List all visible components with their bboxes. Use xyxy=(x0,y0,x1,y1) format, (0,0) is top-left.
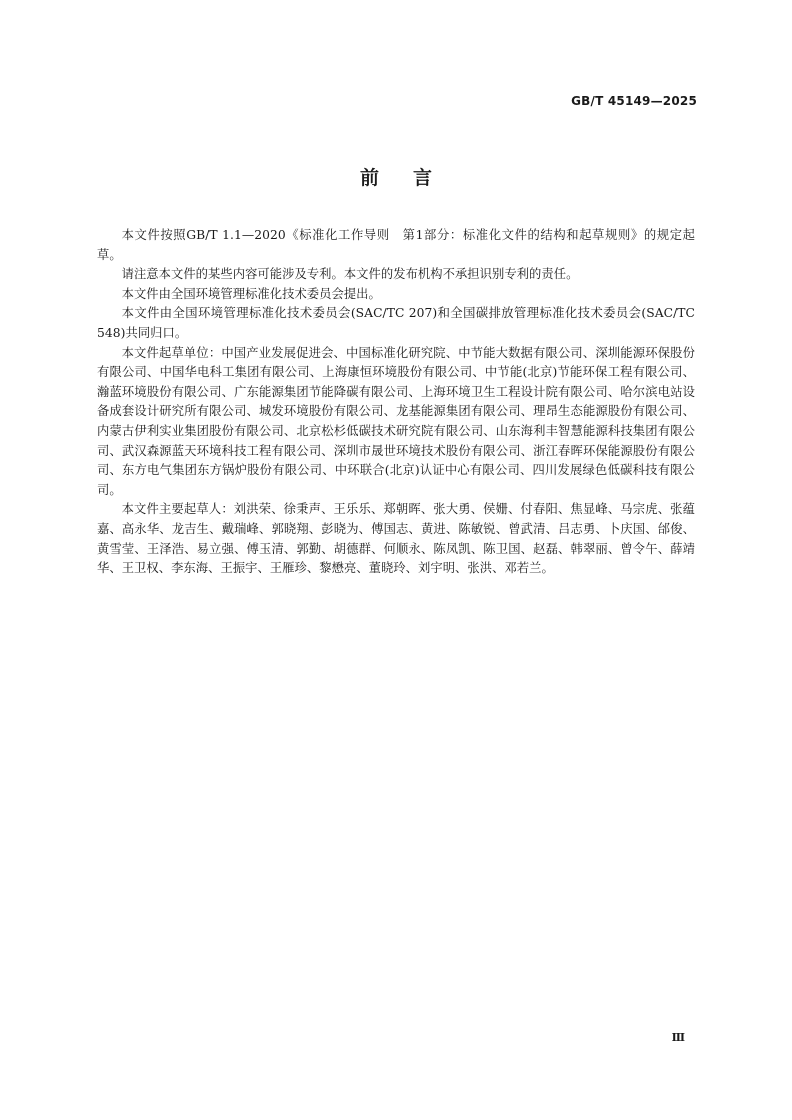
paragraph-proposed-by: 本文件由全国环境管理标准化技术委员会提出。 xyxy=(121,286,381,301)
paragraph-drafting-rules: 本文件按照GB/T 1.1—2020《标准化工作导则 第1部分：标准化文件的结构和起草规则》的规定起草。 xyxy=(97,228,695,262)
foreword-body xyxy=(97,226,695,579)
paragraph-patent-notice: 请注意本文件的某些内容可能涉及专利。本文件的发布机构不承担识别专利的责任。 xyxy=(121,267,579,282)
page-number: Ⅲ xyxy=(671,1031,685,1044)
paragraph-drafting-organizations: 本文件起草单位：中国产业发展促进会、中国标准化研究院、中节能大数据有限公司、深圳能源环保股份有限公司、中国华电科工集团有限公司、上海康恒环境股份有限公司、中节能(北京)节能环保工程有限公司、瀚蓝环境股份有限公司、广东能源集团节能降碳有限公司、上海环境卫生工程设计院有限公司、哈尔滨电站设备成套设计研究所有限公司、城发环境股份有限公司、龙基能源集团有限公司、理昂生态能源股份有限公司、内蒙古伊利实业集团股份有限公司、北京松杉低碳技术研究院有限公司、山东海利丰智慧能源科技集团有限公司、武汉森源蓝天环境科技工程有限公司、深圳市晟世环境技术股份有限公司、浙江春晖环保能源股份有限公司、东方电气集团东方锅炉股份有限公司、中环联合(北京)认证中心有限公司、四川发展绿色低碳科技有限公司。 xyxy=(97,345,695,497)
standard-code: GB/T 45149—2025 xyxy=(571,94,697,108)
paragraph-jurisdiction: 本文件由全国环境管理标准化技术委员会(SAC/TC 207)和全国碳排放管理标准化技术委员会(SAC/TC 548)共同归口。 xyxy=(97,306,695,340)
paragraph-main-drafters: 本文件主要起草人：刘洪荣、徐秉声、王乐乐、郑朝晖、张大勇、侯姗、付春阳、焦显峰、马宗虎、张蕴嘉、高永华、龙吉生、戴瑞峰、郭晓翔、彭晓为、傅国志、黄进、陈敏锐、曾武清、吕志勇、卜庆国、邰俊、黄雪莹、王泽浩、易立强、傅玉清、郭勤、胡德群、何顺永、陈凤凯、陈卫国、赵磊、韩翠丽、曾令午、薛靖华、王卫权、李东海、王振宇、王雁珍、黎懋亮、董晓玲、刘宇明、张洪、邓若兰。 xyxy=(97,502,695,576)
page-title: 前言 xyxy=(359,167,466,189)
